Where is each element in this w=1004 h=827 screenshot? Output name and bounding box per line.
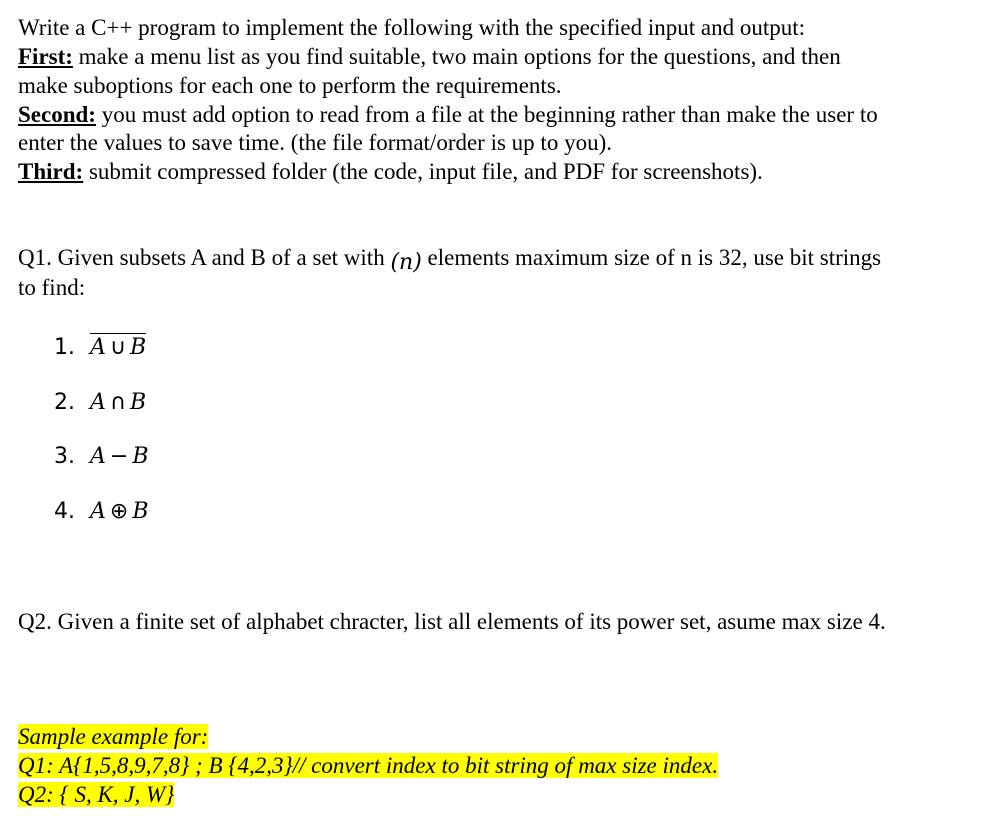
third-requirement	[18, 158, 763, 186]
first-text: make a menu list as you find suitable, two main options for the questions, and then	[72, 44, 841, 69]
second-label: Second:	[18, 102, 96, 127]
third-text: submit compressed folder (the code, input file, and PDF for screenshots).	[83, 159, 763, 184]
union-operator: ∪	[109, 335, 126, 360]
second-requirement-cont	[18, 129, 612, 157]
second-text: you must add option to read from a file at the beginning rather than make the user to	[95, 102, 878, 127]
first-cont-text: make suboptions for each one to perform the requirements.	[18, 73, 562, 98]
xor-operator: ⊕	[109, 499, 129, 524]
q2-question	[18, 608, 886, 636]
q1-item-union-complement	[54, 334, 146, 362]
first-label: First:	[18, 44, 73, 69]
first-requirement	[18, 43, 841, 71]
sample-line-2	[18, 752, 718, 780]
q1-question-cont	[18, 274, 85, 302]
set-b: B	[130, 335, 147, 360]
q1-item-intersection	[54, 389, 146, 417]
first-requirement-cont	[18, 72, 562, 100]
second-cont-text: enter the values to save time. (the file format/order is up to you).	[18, 130, 612, 155]
q1-text-after: elements maximum size of n is 32, use bit strings	[421, 245, 882, 270]
q1-item-difference	[54, 443, 149, 471]
difference-operator: −	[109, 444, 129, 469]
set-b: B	[132, 444, 149, 469]
set-a: A	[90, 335, 106, 360]
sample-line-3	[18, 781, 174, 809]
intersection-operator: ∩	[109, 390, 126, 415]
item-number: 1.	[54, 335, 75, 360]
set-b: B	[132, 499, 149, 524]
intro-text: Write a C++ program to implement the following with the specified input and output:	[18, 15, 806, 40]
sample-q1: Q1: A{1,5,8,9,7,8} ; B {4,2,3}// convert index to bit string of max size index.	[18, 753, 719, 778]
q2-text: Q2. Given a finite set of alphabet chracter, list all elements of its power set, asume max size 4.	[18, 609, 886, 634]
q1-question	[18, 244, 881, 273]
sample-heading: Sample example for:	[18, 724, 209, 749]
sample-q2: Q2: { S, K, J, W}	[18, 782, 175, 807]
q1-math-n: (n)	[390, 250, 422, 275]
third-label: Third:	[18, 159, 84, 184]
difference-expression	[90, 444, 149, 469]
q1-item-symmetric-difference	[54, 498, 149, 526]
sample-line-1	[18, 723, 208, 751]
union-complement-expression	[90, 333, 146, 360]
item-number: 2.	[54, 390, 75, 415]
intro-line	[18, 14, 805, 42]
set-a: A	[90, 499, 106, 524]
intersection-expression	[90, 390, 146, 415]
set-a: A	[90, 390, 106, 415]
item-number: 3.	[54, 444, 75, 469]
q1-cont-text: to find:	[18, 275, 86, 300]
second-requirement	[18, 101, 878, 129]
set-b: B	[130, 390, 147, 415]
item-number: 4.	[54, 499, 75, 524]
symmetric-difference-expression	[90, 499, 149, 524]
q1-text-before: Q1. Given subsets A and B of a set with	[18, 245, 391, 270]
set-a: A	[90, 444, 106, 469]
